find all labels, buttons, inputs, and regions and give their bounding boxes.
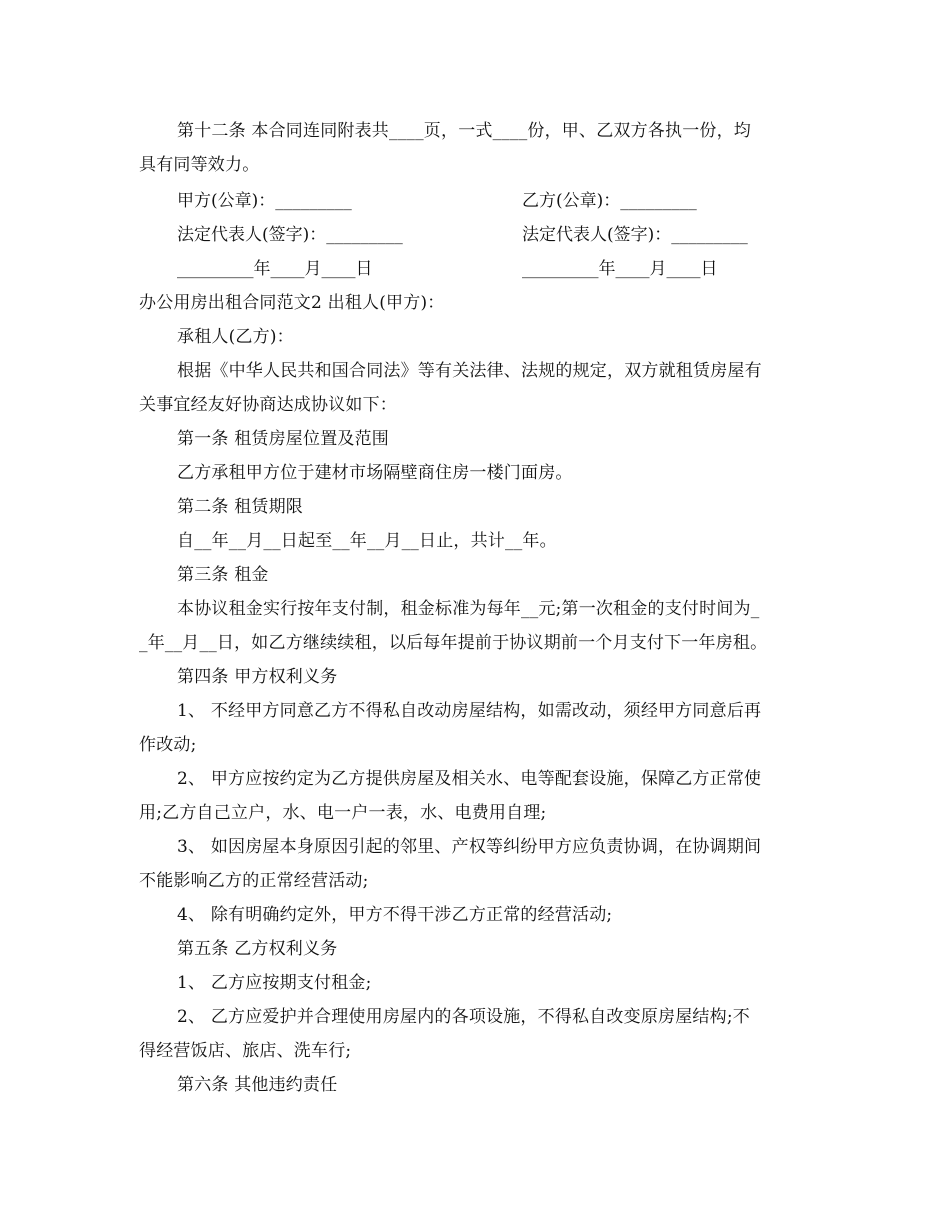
party-b-representative: 法定代表人(签字)：_________ <box>522 225 748 245</box>
article-2-title: 第二条 租赁期限 <box>177 497 304 517</box>
article-4-item-4: 4、 除有明确约定外，甲方不得干涉乙方正常的经营活动; <box>177 905 613 925</box>
contract-title-line: 办公用房出租合同范文2 出租人(甲方)： <box>139 293 445 313</box>
party-a-seal: 甲方(公章)：_________ <box>177 191 352 211</box>
article-3-title: 第三条 租金 <box>177 565 269 585</box>
article-4-item-2-line-2: 用;乙方自己立户，水、电一户一表，水、电费用自理; <box>139 803 547 823</box>
article-5-title: 第五条 乙方权利义务 <box>177 939 338 959</box>
article-12-line-2: 具有同等效力。 <box>139 155 260 175</box>
article-5-item-2-line-2: 得经营饭店、旅店、洗车行; <box>139 1041 352 1061</box>
article-5-item-1: 1、 乙方应按期支付租金; <box>177 973 372 993</box>
article-3-line-1: 本协议租金实行按年支付制，租金标准为每年__元;第一次租金的支付时间为_ <box>177 599 760 619</box>
article-5-item-2-line-1: 2、 乙方应爱护并合理使用房屋内的各项设施，不得私自改变原房屋结构;不 <box>177 1007 750 1027</box>
party-a-date: _________年____月____日 <box>177 259 373 279</box>
article-6-title: 第六条 其他违约责任 <box>177 1075 338 1095</box>
article-4-item-3-line-2: 不能影响乙方的正常经营活动; <box>139 871 369 891</box>
article-1-body: 乙方承租甲方位于建材市场隔壁商住房一楼门面房。 <box>177 463 573 483</box>
article-4-item-1-line-1: 1、 不经甲方同意乙方不得私自改动房屋结构，如需改动，须经甲方同意后再 <box>177 701 762 721</box>
party-b-seal: 乙方(公章)：_________ <box>522 191 697 211</box>
party-b-date: _________年____月____日 <box>522 259 718 279</box>
article-4-item-2-line-1: 2、 甲方应按约定为乙方提供房屋及相关水、电等配套设施，保障乙方正常使 <box>177 769 762 789</box>
party-a-representative: 法定代表人(签字)：_________ <box>177 225 403 245</box>
article-12-line-1: 第十二条 本合同连同附表共____页，一式____份，甲、乙双方各执一份，均 <box>177 121 752 141</box>
article-1-title: 第一条 租赁房屋位置及范围 <box>177 429 390 449</box>
article-2-body: 自__年__月__日起至__年__月__日止，共计__年。 <box>177 531 557 551</box>
article-4-item-3-line-1: 3、 如因房屋本身原因引起的邻里、产权等纠纷甲方应负责协调，在协调期间 <box>177 837 762 857</box>
preamble-line-1: 根据《中华人民共和国合同法》等有关法律、法规的规定，双方就租赁房屋有 <box>177 361 762 381</box>
article-4-title: 第四条 甲方权利义务 <box>177 667 338 687</box>
lessee-line: 承租人(乙方)： <box>177 327 294 347</box>
article-4-item-1-line-2: 作改动; <box>139 735 197 755</box>
article-3-line-2: _年__月__日，如乙方继续续租，以后每年提前于协议期前一个月支付下一年房租。 <box>139 633 768 653</box>
preamble-line-2: 关事宜经友好协商达成协议如下： <box>139 395 397 415</box>
